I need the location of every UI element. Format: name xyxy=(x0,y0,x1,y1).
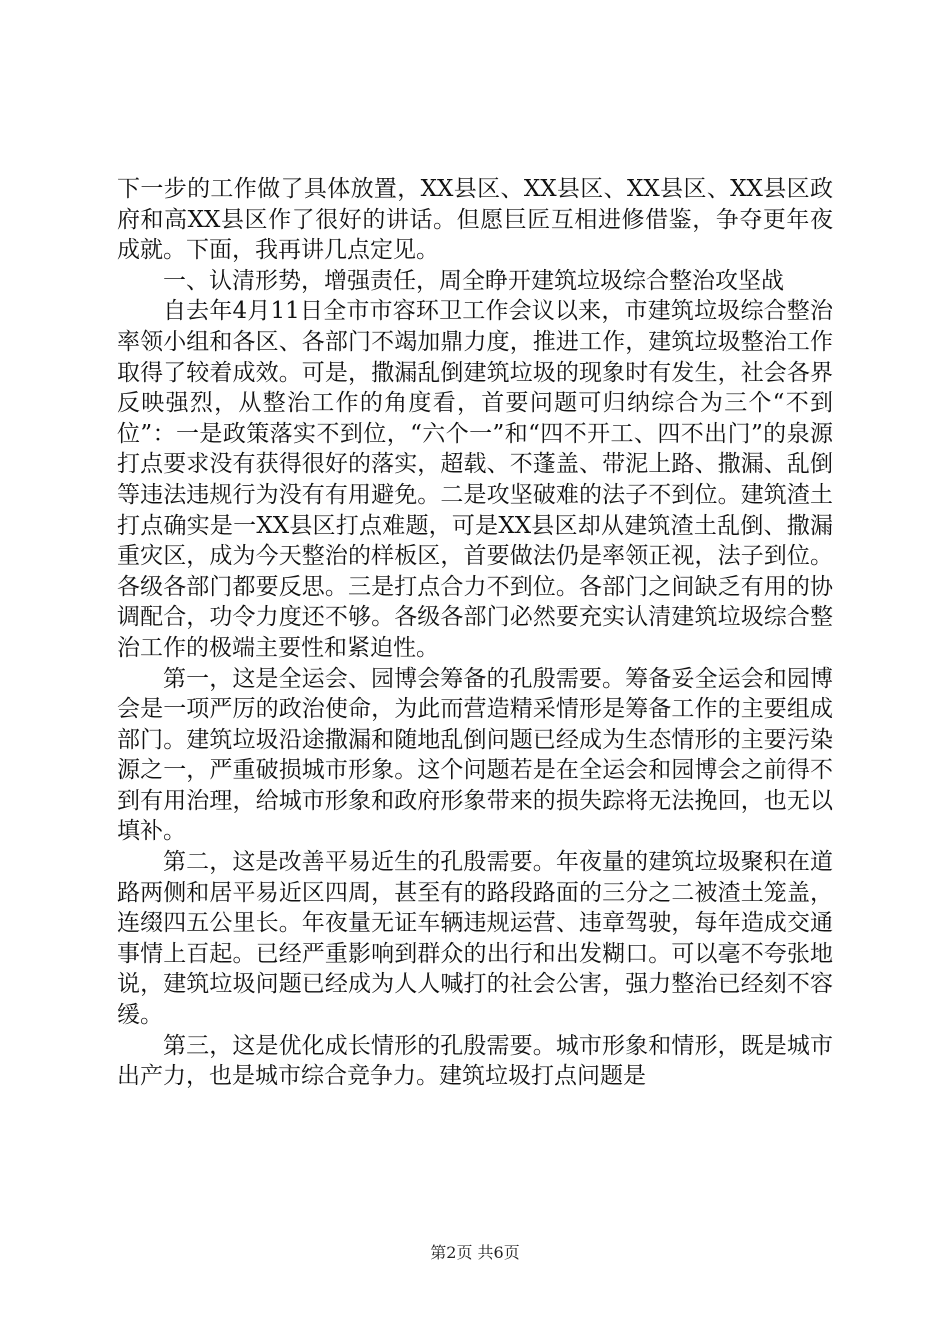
paragraph-6: 第三，这是优化成长情形的孔殷需要。城市形象和情形，既是城市出产力，也是城市综合竞争力。建筑垃圾打点问题是 xyxy=(117,1032,833,1090)
page-number-footer: 第2页 共6页 xyxy=(430,1243,520,1262)
document-body xyxy=(117,174,833,1092)
section-heading: 一、认清形势，增强责任，周全睁开建筑垃圾综合整治攻坚战 xyxy=(163,267,784,294)
paragraph-4: 第一，这是全运会、园博会筹备的孔殷需要。筹备妥全运会和园博会是一项严厉的政治使命，为此而营造精采情形是筹备工作的主要组成部门。建筑垃圾沿途撒漏和随地乱倒问题已经成为生态情形的主要污染源之一，严重破损城市形象。这个问题若是在全运会和园博会之前得不到有用治理，给城市形象和政府形象带来的损失踪将无法挽回，也无以填补。 xyxy=(117,665,833,845)
paragraph-3: 自去年4月11日全市市容环卫工作会议以来，市建筑垃圾综合整治率领小组和各区、各部门不竭加鼎力度，推进工作，建筑垃圾整治工作取得了较着成效。可是，撒漏乱倒建筑垃圾的现象时有发生，社会各界反映强烈，从整治工作的角度看，首要问题可归纳综合为三个“不到位”：一是政策落实不到位，“六个一”和“四不开工、四不出门”的泉源打点要求没有获得很好的落实，超载、不蓬盖、带泥上路、撒漏、乱倒等违法违规行为没有有用避免。二是攻坚破难的法子不到位。建筑渣土打点确实是一XX县区打点难题，可是XX县区却从建筑渣土乱倒、撒漏重灾区，成为今天整治的样板区，首要做法仍是率领正视，法子到位。各级各部门都要反思。三是打点合力不到位。各部门之间缺乏有用的协调配合，功令力度还不够。各级各部门必然要充实认清建筑垃圾综合整治工作的极端主要性和紧迫性。 xyxy=(117,298,833,661)
paragraph-1: 下一步的工作做了具体放置，XX县区、XX县区、XX县区、XX县区政府和高XX县区作了很好的讲话。但愿巨匠互相进修借鉴，争夺更年夜成就。下面，我再讲几点定见。 xyxy=(117,176,833,264)
paragraph-5: 第二，这是改善平易近生的孔殷需要。年夜量的建筑垃圾聚积在道路两侧和居平易近区四周，甚至有的路段路面的三分之二被渣土笼盖，连缀四五公里长。年夜量无证车辆违规运营、违章驾驶，每年造成交通事情上百起。已经严重影响到群众的出行和出发糊口。可以毫不夸张地说，建筑垃圾问题已经成为人人喊打的社会公害，强力整治已经刻不容缓。 xyxy=(117,849,833,1029)
